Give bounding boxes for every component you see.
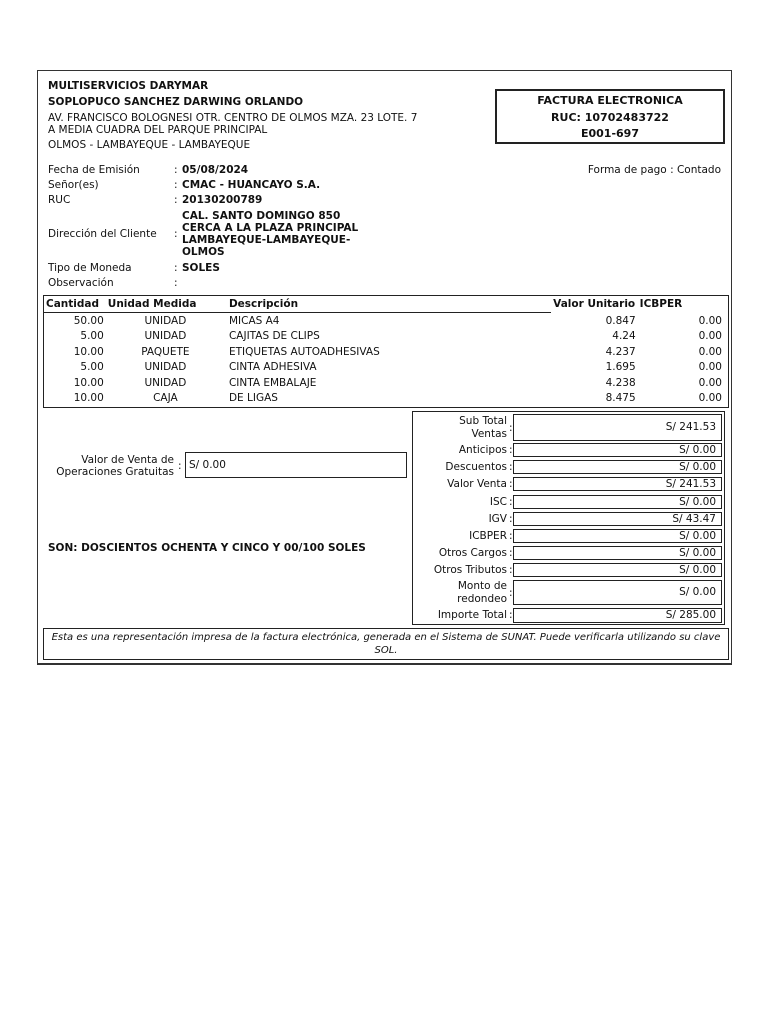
issuer-ruc: RUC: 10702483722 bbox=[551, 110, 669, 124]
cell-valor-unitario: 4.237 bbox=[605, 345, 636, 358]
ruc-colon: : bbox=[174, 194, 178, 206]
table-row bbox=[44, 375, 728, 391]
table-row bbox=[44, 391, 728, 407]
totals-value-isc: S/ 0.00 bbox=[513, 495, 722, 509]
cell-descripcion: CAJITAS DE CLIPS bbox=[228, 330, 320, 343]
totals-label-line: Ventas bbox=[471, 427, 507, 440]
senor-colon: : bbox=[174, 179, 178, 191]
totals-label-importe-total: Importe Total bbox=[437, 609, 507, 621]
issuer-owner: SOPLOPUCO SANCHEZ DARWING ORLANDO bbox=[48, 96, 304, 108]
table-row bbox=[44, 313, 728, 329]
totals-label-igv: IGV bbox=[488, 513, 507, 525]
totals-label-isc: ISC bbox=[489, 496, 507, 508]
totals-colon: : bbox=[509, 513, 513, 525]
observacion-colon: : bbox=[174, 277, 178, 289]
gratuitas-label bbox=[50, 454, 174, 478]
totals-colon: : bbox=[509, 547, 513, 559]
issuer-address-line2: A MEDIA CUADRA DEL PARQUE PRINCIPAL bbox=[48, 124, 268, 136]
col-header-descripcion: Descripción bbox=[225, 296, 551, 313]
issuer-trade-name: MULTISERVICIOS DARYMAR bbox=[48, 80, 209, 92]
cell-icbper: 0.00 bbox=[698, 314, 722, 327]
totals-value-redondeo: S/ 0.00 bbox=[513, 580, 722, 605]
observacion-label: Observación bbox=[48, 277, 114, 289]
items-table bbox=[43, 295, 729, 408]
cell-unidad: PAQUETE bbox=[141, 345, 190, 358]
direccion-label: Dirección del Cliente bbox=[48, 228, 157, 240]
cell-descripcion: DE LIGAS bbox=[228, 392, 278, 405]
sunat-footer-note: Esta es una representación impresa de la factura electrónica, generada en el Sistema de SUNAT. Puede verificarla utilizando su clave SOL. bbox=[43, 628, 729, 660]
cell-valor-unitario: 1.695 bbox=[605, 361, 636, 374]
totals-label-subtotal bbox=[459, 415, 507, 440]
totals-value-descuentos: S/ 0.00 bbox=[513, 460, 722, 474]
cell-valor-unitario: 8.475 bbox=[605, 392, 636, 405]
totals-label-otros-tributos: Otros Tributos bbox=[433, 564, 507, 576]
cell-descripcion: CINTA ADHESIVA bbox=[228, 361, 317, 374]
cell-cantidad: 5.00 bbox=[80, 330, 104, 343]
fecha-label: Fecha de Emisión bbox=[48, 164, 140, 176]
cell-unidad: UNIDAD bbox=[144, 314, 187, 327]
direccion-line: LAMBAYEQUE-LAMBAYEQUE- bbox=[182, 234, 351, 246]
totals-row bbox=[413, 414, 724, 441]
cell-valor-unitario: 0.847 bbox=[605, 314, 636, 327]
forma-pago: Forma de pago : Contado bbox=[587, 164, 721, 176]
document-type: FACTURA ELECTRONICA bbox=[537, 94, 683, 107]
col-header-icbper: ICBPER bbox=[639, 298, 683, 311]
totals-colon: : bbox=[509, 564, 513, 576]
totals-colon: : bbox=[509, 422, 513, 434]
col-header-unidad: Unidad Medida bbox=[106, 296, 225, 313]
totals-value-igv: S/ 43.47 bbox=[513, 512, 722, 526]
cell-icbper: 0.00 bbox=[698, 330, 722, 343]
totals-value-anticipos: S/ 0.00 bbox=[513, 443, 722, 457]
cell-unidad: CAJA bbox=[153, 392, 178, 405]
direccion-value bbox=[182, 210, 358, 258]
items-header-row bbox=[44, 296, 728, 313]
direccion-line: OLMOS bbox=[182, 246, 225, 258]
cell-descripcion: CINTA EMBALAJE bbox=[228, 376, 317, 389]
cell-icbper: 0.00 bbox=[698, 345, 722, 358]
gratuitas-label-line: Operaciones Gratuitas bbox=[56, 466, 174, 478]
moneda-colon: : bbox=[174, 262, 178, 274]
fecha-colon: : bbox=[174, 164, 178, 176]
totals-value-otros-tributos: S/ 0.00 bbox=[513, 563, 722, 577]
moneda-label: Tipo de Moneda bbox=[48, 262, 132, 274]
totals-label-line: Monto de bbox=[457, 580, 507, 592]
ruc-label: RUC bbox=[48, 194, 71, 206]
gratuitas-label-line: Valor de Venta de bbox=[81, 454, 174, 466]
moneda-value: SOLES bbox=[182, 262, 220, 274]
gratuitas-value: S/ 0.00 bbox=[189, 459, 226, 471]
totals-label-valor-venta: Valor Venta bbox=[447, 478, 507, 490]
totals-label-line: redondeo bbox=[457, 592, 507, 605]
cell-cantidad: 10.00 bbox=[73, 392, 104, 405]
direccion-line: CERCA A LA PLAZA PRINCIPAL bbox=[182, 222, 359, 234]
totals-value-importe-total: S/ 285.00 bbox=[513, 608, 722, 623]
gratuitas-value-box bbox=[185, 452, 407, 478]
totals-value-subtotal: S/ 241.53 bbox=[513, 414, 722, 441]
issuer-address-line1: AV. FRANCISCO BOLOGNESI OTR. CENTRO DE OLMOS MZA. 23 LOTE. 7 bbox=[48, 112, 418, 124]
table-row bbox=[44, 344, 728, 360]
invoice-document bbox=[37, 70, 732, 665]
totals-label-icbper: ICBPER bbox=[469, 530, 507, 542]
document-number: E001-697 bbox=[580, 127, 639, 140]
totals-colon: : bbox=[509, 587, 513, 599]
totals-label-line: Sub Total bbox=[459, 415, 507, 427]
cell-cantidad: 10.00 bbox=[73, 345, 104, 358]
cell-unidad: UNIDAD bbox=[144, 376, 187, 389]
totals-colon: : bbox=[509, 461, 513, 473]
table-row bbox=[44, 329, 728, 345]
col-header-valor-unitario: Valor Unitario bbox=[553, 298, 636, 311]
totals-label-descuentos: Descuentos bbox=[445, 461, 507, 473]
totals-colon: : bbox=[509, 478, 513, 490]
cell-unidad: UNIDAD bbox=[144, 361, 187, 374]
totals-colon: : bbox=[509, 530, 513, 542]
issuer-location: OLMOS - LAMBAYEQUE - LAMBAYEQUE bbox=[48, 139, 251, 151]
document-id-box bbox=[495, 89, 725, 144]
senor-label: Señor(es) bbox=[48, 179, 99, 191]
cell-icbper: 0.00 bbox=[698, 376, 722, 389]
totals-colon: : bbox=[509, 496, 513, 508]
cell-icbper: 0.00 bbox=[698, 361, 722, 374]
col-header-cantidad: Cantidad bbox=[44, 296, 106, 313]
direccion-colon: : bbox=[174, 228, 178, 240]
totals-colon: : bbox=[509, 444, 513, 456]
totals-label-otros-cargos: Otros Cargos bbox=[438, 547, 507, 559]
cell-icbper: 0.00 bbox=[698, 392, 722, 405]
cell-descripcion: MICAS A4 bbox=[228, 314, 280, 327]
totals-value-icbper: S/ 0.00 bbox=[513, 529, 722, 543]
totals-colon: : bbox=[509, 609, 513, 621]
totals-value-otros-cargos: S/ 0.00 bbox=[513, 546, 722, 560]
cell-cantidad: 5.00 bbox=[80, 361, 104, 374]
cell-cantidad: 50.00 bbox=[73, 314, 104, 327]
totals-label-anticipos: Anticipos bbox=[458, 444, 507, 456]
cell-valor-unitario: 4.24 bbox=[612, 330, 636, 343]
totals-panel bbox=[412, 411, 725, 625]
senor-value: CMAC - HUANCAYO S.A. bbox=[182, 179, 321, 191]
gratuitas-colon: : bbox=[178, 460, 182, 472]
cell-cantidad: 10.00 bbox=[73, 376, 104, 389]
amount-in-words: SON: DOSCIENTOS OCHENTA Y CINCO Y 00/100 SOLES bbox=[48, 542, 366, 554]
totals-label-redondeo bbox=[457, 580, 507, 605]
cell-unidad: UNIDAD bbox=[144, 330, 187, 343]
direccion-line: CAL. SANTO DOMINGO 850 bbox=[182, 210, 341, 222]
client-ruc-value: 20130200789 bbox=[182, 194, 263, 206]
table-row bbox=[44, 360, 728, 376]
cell-descripcion: ETIQUETAS AUTOADHESIVAS bbox=[228, 345, 380, 358]
cell-valor-unitario: 4.238 bbox=[605, 376, 636, 389]
totals-value-valor-venta: S/ 241.53 bbox=[513, 477, 722, 491]
fecha-value: 05/08/2024 bbox=[182, 164, 249, 176]
